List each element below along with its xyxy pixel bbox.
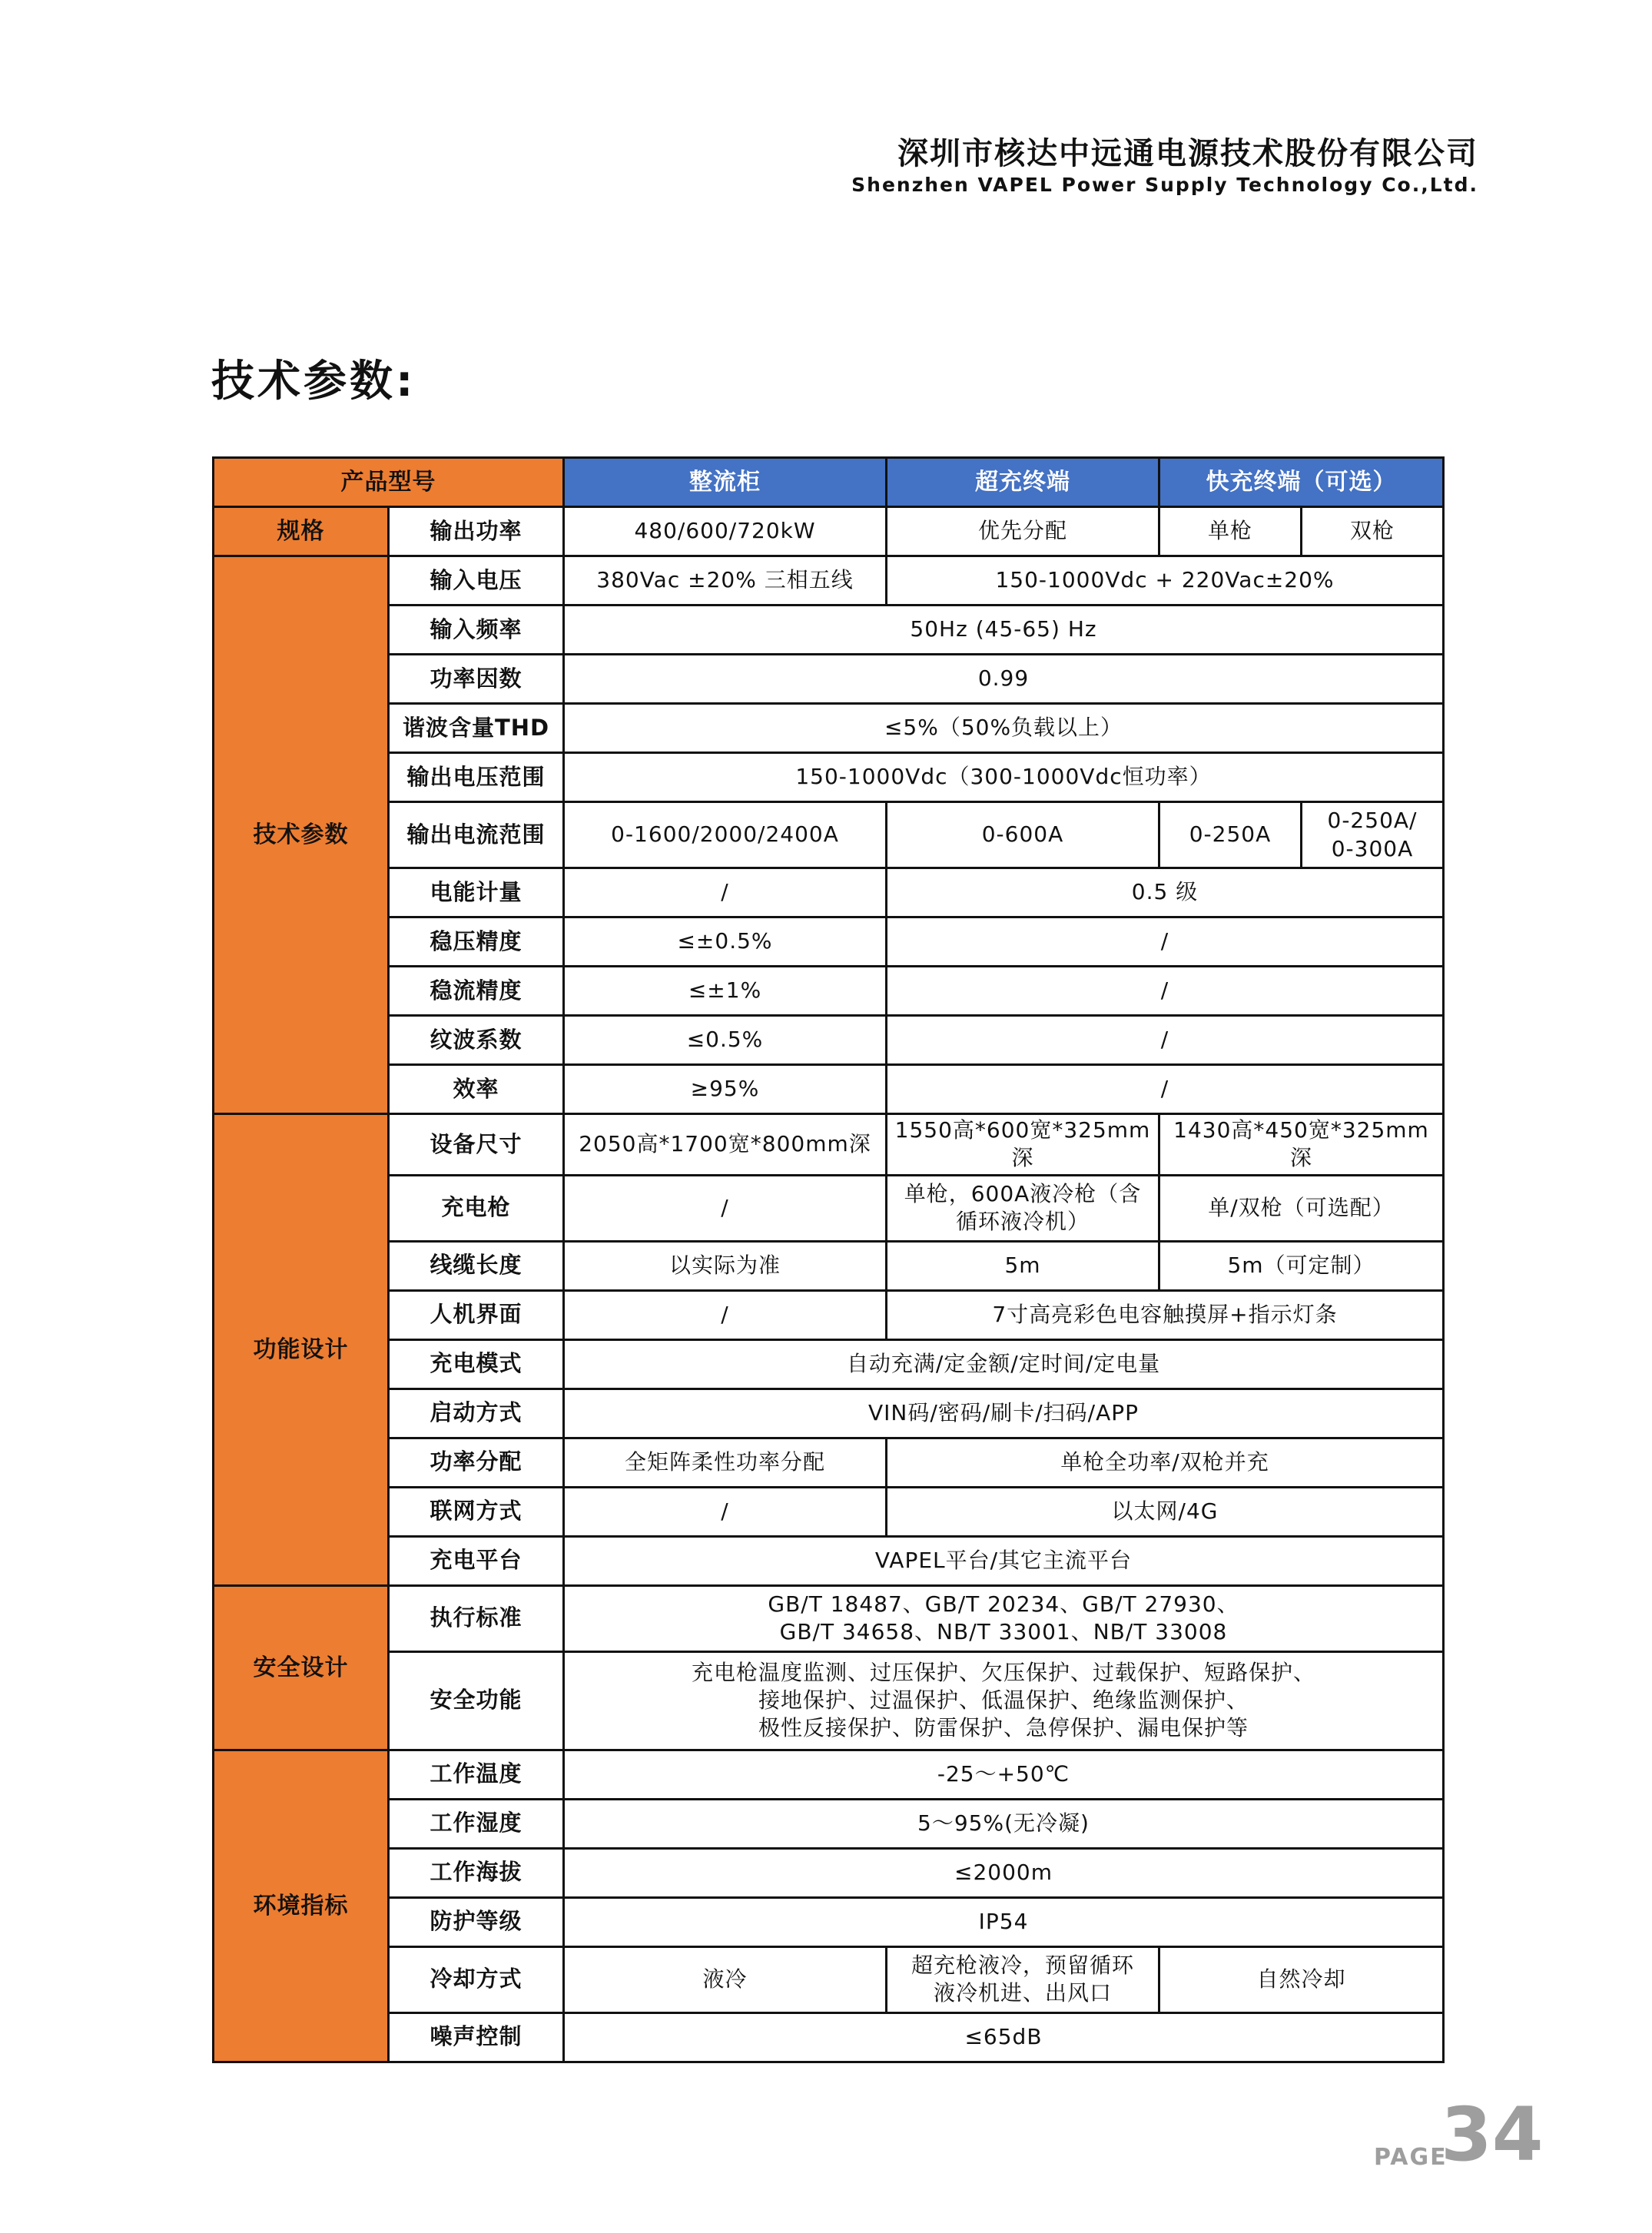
param-humidity: 工作湿度 — [389, 1799, 564, 1848]
table-row — [214, 868, 1444, 917]
table-row — [214, 1750, 1444, 1799]
header-fastcharge-terminal: 快充终端（可选） — [1159, 458, 1444, 507]
param-gun: 充电枪 — [389, 1175, 564, 1241]
cell-cooling-super — [887, 1946, 1159, 2012]
group-env: 环境指标 — [214, 1750, 389, 2062]
cell-line: GB/T 18487、GB/T 20234、GB/T 27930、 — [768, 1591, 1239, 1617]
table-row — [214, 1651, 1444, 1750]
table-row — [214, 753, 1444, 802]
cell-output-current-dual — [1302, 802, 1444, 868]
cell-power-alloc-terminal: 单枪全功率/双枪并充 — [887, 1438, 1444, 1487]
header-rectifier: 整流柜 — [564, 458, 887, 507]
cell-cooling-fast: 自然冷却 — [1159, 1946, 1444, 2012]
cell-metering-rectifier: / — [564, 868, 887, 917]
cell-start-mode: VIN码/密码/刷卡/扫码/APP — [564, 1389, 1444, 1438]
cell-input-voltage-rectifier: 380Vac ±20% 三相五线 — [564, 556, 887, 606]
cell-humidity: 5～95%(无冷凝) — [564, 1799, 1444, 1848]
table-row — [214, 1438, 1444, 1487]
cell-safety-functions — [564, 1651, 1444, 1750]
param-safety-functions: 安全功能 — [389, 1651, 564, 1750]
cell-output-current-super: 0-600A — [887, 802, 1159, 868]
table-row — [214, 655, 1444, 704]
cell-line: GB/T 34658、NB/T 33001、NB/T 33008 — [779, 1619, 1228, 1645]
cell-cooling-rectifier: 液冷 — [564, 1946, 887, 2012]
table-row — [214, 606, 1444, 655]
cell-dimensions-fast: 1430高*450宽*325mm深 — [1159, 1114, 1444, 1176]
table-header-row — [214, 458, 1444, 507]
cell-line: 液冷机进、出风口 — [933, 1980, 1112, 2006]
cell-platform: VAPEL平台/其它主流平台 — [564, 1536, 1444, 1585]
param-standard: 执行标准 — [389, 1585, 564, 1651]
param-dimensions: 设备尺寸 — [389, 1114, 564, 1176]
cell-altitude: ≤2000m — [564, 1848, 1444, 1897]
group-tech: 技术参数 — [214, 556, 389, 1114]
cell-dimensions-super: 1550高*600宽*325mm深 — [887, 1114, 1159, 1176]
cell-cable-super: 5m — [887, 1241, 1159, 1290]
cell-line: 0-250A/ — [1327, 808, 1418, 834]
cell-metering-terminal: 0.5 级 — [887, 868, 1444, 917]
param-input-frequency: 输入频率 — [389, 606, 564, 655]
table-row — [214, 1897, 1444, 1946]
cell-current-precision-terminal: / — [887, 967, 1444, 1016]
table-row — [214, 1946, 1444, 2012]
param-protection: 防护等级 — [389, 1897, 564, 1946]
table-row — [214, 2012, 1444, 2062]
cell-line: 单枪，600A液冷枪（含 — [904, 1180, 1142, 1206]
table-row — [214, 802, 1444, 868]
param-output-voltage: 输出电压范围 — [389, 753, 564, 802]
cell-gun-super — [887, 1175, 1159, 1241]
cell-line: 循环液冷机） — [955, 1209, 1090, 1235]
cell-line: 接地保护、过温保护、低温保护、绝缘监测保护、 — [758, 1687, 1249, 1714]
param-charge-mode: 充电模式 — [389, 1339, 564, 1389]
cell-protection: IP54 — [564, 1897, 1444, 1946]
table-row — [214, 507, 1444, 556]
cell-ripple-terminal: / — [887, 1016, 1444, 1065]
cell-efficiency-rectifier: ≥95% — [564, 1065, 887, 1114]
param-noise: 噪声控制 — [389, 2012, 564, 2062]
table-row — [214, 556, 1444, 606]
cell-output-current-rectifier: 0-1600/2000/2400A — [564, 802, 887, 868]
param-voltage-precision: 稳压精度 — [389, 917, 564, 967]
table-row — [214, 1585, 1444, 1651]
param-platform: 充电平台 — [389, 1536, 564, 1585]
table-row — [214, 1290, 1444, 1339]
table-row — [214, 1487, 1444, 1536]
cell-current-precision-rectifier: ≤±1% — [564, 967, 887, 1016]
cell-cable-rectifier: 以实际为准 — [564, 1241, 887, 1290]
cell-output-power-rectifier: 480/600/720kW — [564, 507, 887, 556]
cell-power-factor: 0.99 — [564, 655, 1444, 704]
cell-charge-mode: 自动充满/定金额/定时间/定电量 — [564, 1339, 1444, 1389]
cell-voltage-precision-terminal: / — [887, 917, 1444, 967]
table-row — [214, 704, 1444, 753]
cell-thd: ≤5%（50%负载以上） — [564, 704, 1444, 753]
cell-output-power-super: 优先分配 — [887, 507, 1159, 556]
cell-network-rectifier: / — [564, 1487, 887, 1536]
cell-noise: ≤65dB — [564, 2012, 1444, 2062]
cell-output-voltage: 150-1000Vdc（300-1000Vdc恒功率） — [564, 753, 1444, 802]
cell-dual-gun: 双枪 — [1302, 507, 1444, 556]
cell-power-alloc-rectifier: 全矩阵柔性功率分配 — [564, 1438, 887, 1487]
header-supercharge-terminal: 超充终端 — [887, 458, 1159, 507]
param-current-precision: 稳流精度 — [389, 967, 564, 1016]
cell-output-current-single: 0-250A — [1159, 802, 1302, 868]
cell-efficiency-terminal: / — [887, 1065, 1444, 1114]
param-output-power: 输出功率 — [389, 507, 564, 556]
page-number: 34 — [1441, 2092, 1544, 2178]
cell-input-frequency: 50Hz (45-65) Hz — [564, 606, 1444, 655]
cell-ripple-rectifier: ≤0.5% — [564, 1016, 887, 1065]
cell-line: 0-300A — [1331, 835, 1414, 861]
spec-table — [212, 456, 1445, 2063]
table-row — [214, 1241, 1444, 1290]
param-efficiency: 效率 — [389, 1065, 564, 1114]
param-temperature: 工作温度 — [389, 1750, 564, 1799]
param-ripple: 纹波系数 — [389, 1016, 564, 1065]
table-row — [214, 967, 1444, 1016]
param-input-voltage: 输入电压 — [389, 556, 564, 606]
group-safety: 安全设计 — [214, 1585, 389, 1750]
param-output-current: 输出电流范围 — [389, 802, 564, 868]
table-row — [214, 1389, 1444, 1438]
cell-line: 充电枪温度监测、过压保护、欠压保护、过载保护、短路保护、 — [691, 1659, 1315, 1685]
param-network: 联网方式 — [389, 1487, 564, 1536]
table-row — [214, 1065, 1444, 1114]
param-hmi: 人机界面 — [389, 1290, 564, 1339]
cell-line: 超充枪液冷，预留循环 — [911, 1952, 1134, 1978]
param-cable: 线缆长度 — [389, 1241, 564, 1290]
model-label-cell: 产品型号 — [214, 458, 564, 507]
table-row — [214, 1799, 1444, 1848]
cell-hmi-rectifier: / — [564, 1290, 887, 1339]
page-label: PAGE — [1374, 2144, 1448, 2171]
table-row — [214, 1339, 1444, 1389]
section-title: 技术参数: — [211, 357, 416, 406]
cell-voltage-precision-rectifier: ≤±0.5% — [564, 917, 887, 967]
table-row — [214, 1175, 1444, 1241]
cell-single-gun: 单枪 — [1159, 507, 1302, 556]
param-power-alloc: 功率分配 — [389, 1438, 564, 1487]
param-thd: 谐波含量THD — [389, 704, 564, 753]
cell-dimensions-rectifier: 2050高*1700宽*800mm深 — [564, 1114, 887, 1176]
table-row — [214, 1114, 1444, 1176]
param-power-factor: 功率因数 — [389, 655, 564, 704]
group-spec: 规格 — [214, 507, 389, 556]
company-name-cn: 深圳市核达中远通电源技术股份有限公司 — [897, 136, 1478, 171]
company-name-en: Shenzhen VAPEL Power Supply Technology Co.,Ltd. — [851, 174, 1478, 196]
cell-cable-fast: 5m（可定制） — [1159, 1241, 1444, 1290]
cell-hmi-terminal: 7寸高亮彩色电容触摸屏+指示灯条 — [887, 1290, 1444, 1339]
cell-temperature: -25～+50℃ — [564, 1750, 1444, 1799]
param-start-mode: 启动方式 — [389, 1389, 564, 1438]
table-row — [214, 1848, 1444, 1897]
cell-network-terminal: 以太网/4G — [887, 1487, 1444, 1536]
cell-line: 极性反接保护、防雷保护、急停保护、漏电保护等 — [758, 1715, 1249, 1741]
table-row — [214, 1536, 1444, 1585]
group-func: 功能设计 — [214, 1114, 389, 1586]
param-metering: 电能计量 — [389, 868, 564, 917]
cell-input-voltage-terminal: 150-1000Vdc + 220Vac±20% — [887, 556, 1444, 606]
table-row — [214, 1016, 1444, 1065]
cell-standard — [564, 1585, 1444, 1651]
table-row — [214, 917, 1444, 967]
param-altitude: 工作海拔 — [389, 1848, 564, 1897]
cell-gun-rectifier: / — [564, 1175, 887, 1241]
param-cooling: 冷却方式 — [389, 1946, 564, 2012]
cell-gun-fast: 单/双枪（可选配） — [1159, 1175, 1444, 1241]
